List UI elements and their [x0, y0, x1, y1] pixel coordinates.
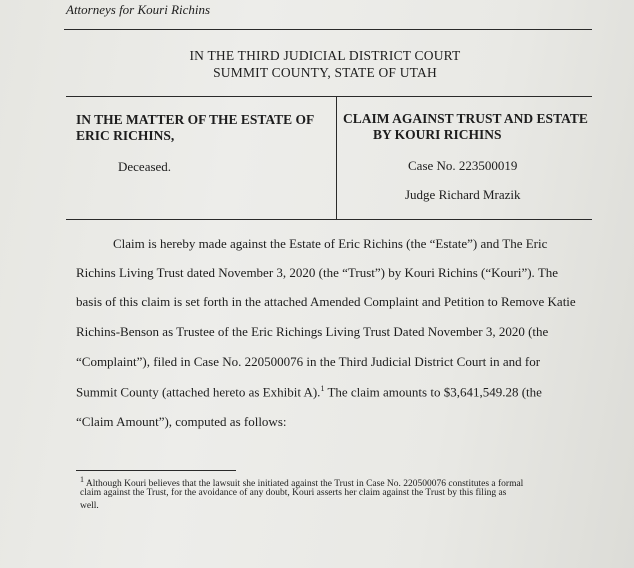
footnote-line-3: well.	[80, 501, 99, 511]
deceased-label: Deceased.	[118, 159, 172, 174]
caption-divider	[336, 96, 337, 219]
caption-top-rule	[66, 96, 592, 97]
judge-name: Judge Richard Mrazik	[405, 187, 521, 202]
footnote-reference: 1	[320, 384, 325, 393]
body-line-4: Richins-Benson as Trustee of the Eric Richings Living Trust Dated November 3, 2020 (the	[76, 324, 549, 339]
court-location: SUMMIT COUNTY, STATE OF UTAH	[213, 65, 437, 80]
body-line-6-end: The claim amounts to $3,641,549.28 (the	[324, 384, 542, 400]
footnote-separator	[76, 470, 236, 471]
body-line-2: Richins Living Trust dated November 3, 2020 (the “Trust”) by Kouri Richins (“Kouri”). The	[76, 265, 559, 280]
claim-title-line2: BY KOURI RICHINS	[373, 127, 502, 142]
body-line-5: “Complaint”), filed in Case No. 220500076 in the Third Judicial District Court in and for	[76, 354, 541, 369]
header-divider	[64, 29, 592, 30]
matter-title-line1: IN THE MATTER OF THE ESTATE OF	[76, 112, 315, 127]
case-number: Case No. 223500019	[408, 158, 518, 173]
footnote-text-1: Although Kouri believes that the lawsuit she initiated against the Trust in Case No. 220500076 constitutes a formal	[84, 479, 524, 490]
body-line-6-start: Summit County (attached hereto as Exhibit A).	[76, 384, 321, 400]
body-line-6	[76, 384, 542, 400]
attorneys-header: Attorneys for Kouri Richins	[66, 2, 211, 17]
claim-title-line1: CLAIM AGAINST TRUST AND ESTATE	[343, 111, 588, 126]
body-line-7: “Claim Amount”), computed as follows:	[76, 414, 287, 429]
footnote-line-2: claim against the Trust, for the avoidance of any doubt, Kouri asserts her claim against the Trust by this filing as	[80, 488, 507, 498]
caption-bottom-rule	[66, 219, 592, 220]
court-name: IN THE THIRD JUDICIAL DISTRICT COURT	[189, 48, 461, 63]
matter-title-line2: ERIC RICHINS,	[76, 128, 175, 143]
footnote-marker: 1	[80, 475, 84, 484]
body-line-1: Claim is hereby made against the Estate of Eric Richins (the “Estate”) and The Eric	[113, 236, 548, 251]
body-line-3: basis of this claim is set forth in the attached Amended Complaint and Petition to Remove Katie	[76, 294, 576, 309]
